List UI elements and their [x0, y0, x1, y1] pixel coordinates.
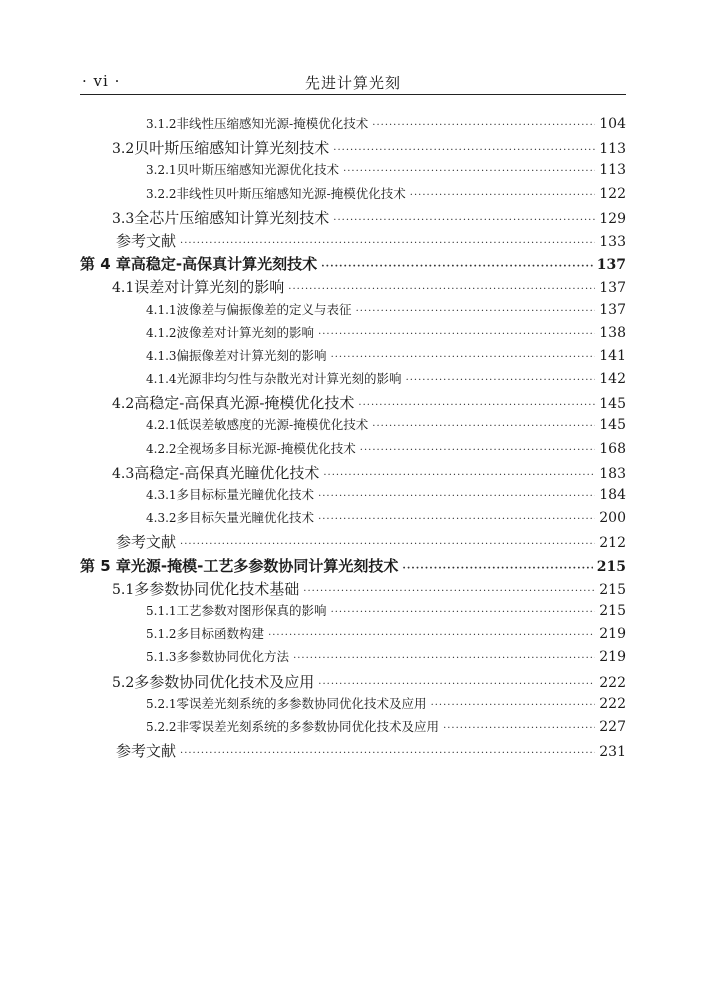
toc-entry-section[interactable] — [80, 392, 626, 415]
toc-entry-page: 142 — [599, 371, 626, 388]
dot-leader — [318, 679, 595, 690]
toc-entry-title: 偏振像差对计算光刻的影响 — [176, 347, 327, 363]
toc-entry-number: 5.1 — [112, 581, 135, 598]
toc-entry-title: 误差对计算光刻的影响 — [134, 278, 285, 297]
toc-entry-page: 113 — [599, 141, 626, 158]
toc-entry-number: 4.2.2 — [146, 441, 177, 456]
toc-entry-sub[interactable] — [80, 346, 626, 369]
toc-entry-page: 219 — [599, 649, 626, 666]
toc-entry-sub[interactable] — [80, 415, 626, 438]
toc-entry-chapter[interactable] — [80, 555, 626, 578]
toc-entry-title: 多目标矢量光瞳优化技术 — [176, 510, 315, 526]
toc-entry-number: 4.2 — [112, 396, 135, 413]
toc-entry-title: 参考文献 — [116, 742, 177, 761]
toc-entry-sub[interactable] — [80, 694, 626, 717]
toc-entry-page: 137 — [596, 257, 626, 274]
toc-entry-title: 高稳定-高保真光瞳优化技术 — [134, 463, 320, 482]
toc-entry-sub[interactable] — [80, 114, 626, 137]
toc-entry-section[interactable] — [80, 276, 626, 299]
toc-entry-chapter[interactable] — [80, 253, 626, 276]
toc-entry-title: 多参数协同优化技术及应用 — [134, 672, 315, 691]
toc-entry-section[interactable] — [80, 137, 626, 160]
toc-entry-sub[interactable] — [80, 439, 626, 462]
dot-leader — [288, 284, 595, 295]
dot-leader — [402, 563, 592, 574]
toc-entry-title: 工艺参数对图形保真的影响 — [176, 602, 327, 618]
toc-entry-section[interactable] — [80, 207, 626, 230]
toc-entry-title: 波像差与偏振像差的定义与表征 — [176, 301, 352, 317]
toc-entry-number: 4.2.1 — [146, 418, 177, 433]
toc-entry-page: 145 — [599, 417, 626, 434]
dot-leader — [372, 120, 595, 131]
toc-entry-sub[interactable] — [80, 717, 626, 740]
dot-leader — [331, 352, 596, 363]
dot-leader — [180, 748, 595, 759]
toc-entry-page: 231 — [599, 744, 626, 761]
toc-entry-number: 5.2.2 — [146, 719, 177, 734]
toc-entry-title: 参考文献 — [116, 231, 177, 250]
toc-entry-title: 贝叶斯压缩感知计算光刻技术 — [134, 139, 330, 158]
toc-entry-number: 5.1.1 — [146, 603, 177, 618]
toc-entry-sub[interactable] — [80, 485, 626, 508]
toc-entry-sub[interactable] — [80, 624, 626, 647]
toc-entry-page: 212 — [599, 535, 626, 552]
toc-entry-title: 非线性贝叶斯压缩感知光源-掩模优化技术 — [176, 185, 406, 201]
toc-entry-number: 4.1.2 — [146, 325, 177, 340]
toc-entry-number: 4.1.1 — [146, 302, 177, 317]
toc-entry-title: 多参数协同优化方法 — [176, 649, 290, 665]
toc-entry-sub[interactable] — [80, 300, 626, 323]
toc-entry-number: 第 5 章 — [80, 556, 131, 575]
dot-leader — [372, 421, 595, 432]
toc-entry-page: 104 — [599, 116, 626, 132]
toc-entry-number: 3.2.2 — [146, 186, 177, 201]
toc-entry-page: 141 — [599, 347, 626, 364]
toc-entry-section[interactable] — [80, 671, 626, 694]
toc-entry-ref[interactable] — [80, 230, 626, 253]
dot-leader — [360, 445, 595, 456]
toc-entry-number: 4.3.2 — [146, 511, 177, 526]
toc-entry-number: 第 4 章 — [80, 255, 131, 274]
toc-entry-page: 138 — [599, 324, 626, 341]
toc-entry-number: 3.2.1 — [146, 163, 177, 178]
dot-leader — [318, 514, 595, 525]
dot-leader — [303, 586, 595, 597]
page-number: · vi · — [82, 72, 121, 90]
dot-leader — [443, 723, 595, 734]
toc-entry-page: 219 — [599, 626, 626, 643]
page-header — [80, 70, 626, 95]
dot-leader — [431, 700, 596, 711]
toc-entry-sub[interactable] — [80, 369, 626, 392]
toc-entry-page: 137 — [599, 301, 626, 318]
dot-leader — [333, 145, 595, 156]
dot-leader — [180, 539, 595, 550]
toc-entry-number: 4.3 — [112, 465, 135, 482]
dot-leader — [180, 238, 595, 249]
toc-entry-page: 184 — [599, 487, 626, 503]
dot-leader — [356, 306, 596, 317]
toc-entry-page: 215 — [596, 558, 626, 575]
toc-entry-sub[interactable] — [80, 647, 626, 670]
toc-entry-page: 145 — [599, 396, 626, 413]
toc-entry-number: 4.1.4 — [146, 372, 177, 387]
toc-entry-title: 波像差对计算光刻的影响 — [176, 324, 315, 340]
toc-entry-sub[interactable] — [80, 323, 626, 346]
toc-entry-title: 参考文献 — [116, 533, 177, 552]
toc-entry-page: 137 — [599, 280, 626, 297]
toc-entry-page: 222 — [599, 674, 626, 691]
toc-entry-number: 5.1.2 — [146, 627, 177, 642]
toc-entry-title: 全芯片压缩感知计算光刻技术 — [134, 208, 330, 227]
toc-entry-ref[interactable] — [80, 531, 626, 554]
toc-entry-number: 4.3.1 — [146, 488, 177, 502]
dot-leader — [293, 653, 595, 664]
book-title: 先进计算光刻 — [304, 74, 401, 92]
toc-entry-title: 非线性压缩感知光源-掩模优化技术 — [176, 116, 369, 131]
toc-entry-title: 多目标函数构建 — [176, 626, 265, 642]
toc-entry-number: 3.2 — [112, 141, 135, 158]
dot-leader — [321, 261, 593, 272]
toc-entry-page: 222 — [599, 695, 626, 712]
toc-entry-title: 多目标标量光瞳优化技术 — [176, 487, 315, 502]
toc-entry-page: 200 — [599, 510, 626, 527]
toc-entry-title: 零误差光刻系统的多参数协同优化技术及应用 — [176, 695, 427, 711]
toc-entry-number: 4.1.3 — [146, 348, 177, 363]
toc-entry-page: 113 — [599, 162, 626, 179]
toc-entry-section[interactable] — [80, 462, 626, 485]
toc-entry-number: 5.2.1 — [146, 696, 177, 711]
toc-entry-title: 多参数协同优化技术基础 — [134, 579, 300, 598]
toc-entry-page: 215 — [599, 602, 626, 619]
toc-entry-title: 贝叶斯压缩感知光源优化技术 — [176, 162, 340, 178]
toc-entry-page: 133 — [599, 233, 626, 250]
toc-entry-title: 全视场多目标光源-掩模优化技术 — [176, 440, 356, 456]
toc-entry-number: 5.2 — [112, 674, 135, 691]
toc-entry-title: 低误差敏感度的光源-掩模优化技术 — [176, 417, 369, 433]
dot-leader — [268, 630, 595, 641]
toc-entry-number: 5.1.3 — [146, 650, 177, 665]
dot-leader — [358, 400, 595, 411]
dot-leader — [331, 607, 596, 618]
toc-entry-page: 183 — [599, 465, 626, 482]
toc-entry-title: 高稳定-高保真计算光刻技术 — [130, 255, 318, 274]
dot-leader — [333, 215, 595, 226]
toc-entry-sub[interactable] — [80, 184, 626, 207]
table-of-contents — [80, 114, 626, 763]
toc-entry-page: 122 — [599, 185, 626, 202]
toc-entry-title: 光源非均匀性与杂散光对计算光刻的影响 — [176, 371, 402, 387]
dot-leader — [318, 329, 595, 340]
dot-leader — [410, 190, 595, 201]
toc-entry-ref[interactable] — [80, 740, 626, 763]
toc-entry-sub[interactable] — [80, 601, 626, 624]
toc-entry-title: 光源-掩模-工艺多参数协同计算光刻技术 — [130, 556, 399, 575]
dot-leader — [323, 470, 595, 481]
toc-entry-sub[interactable] — [80, 160, 626, 183]
toc-entry-title: 高稳定-高保真光源-掩模优化技术 — [134, 394, 355, 413]
dot-leader — [406, 375, 596, 386]
toc-entry-number: 3.1.2 — [146, 117, 177, 131]
toc-entry-section[interactable] — [80, 578, 626, 601]
dot-leader — [343, 166, 595, 177]
toc-entry-number: 4.1 — [112, 280, 135, 297]
toc-entry-page: 168 — [599, 440, 626, 457]
toc-entry-title: 非零误差光刻系统的多参数协同优化技术及应用 — [176, 718, 440, 734]
toc-entry-page: 227 — [599, 718, 626, 735]
dot-leader — [318, 491, 595, 502]
toc-entry-page: 215 — [599, 581, 626, 598]
toc-entry-sub[interactable] — [80, 508, 626, 531]
toc-entry-page: 129 — [599, 210, 626, 227]
toc-entry-number: 3.3 — [112, 210, 135, 227]
